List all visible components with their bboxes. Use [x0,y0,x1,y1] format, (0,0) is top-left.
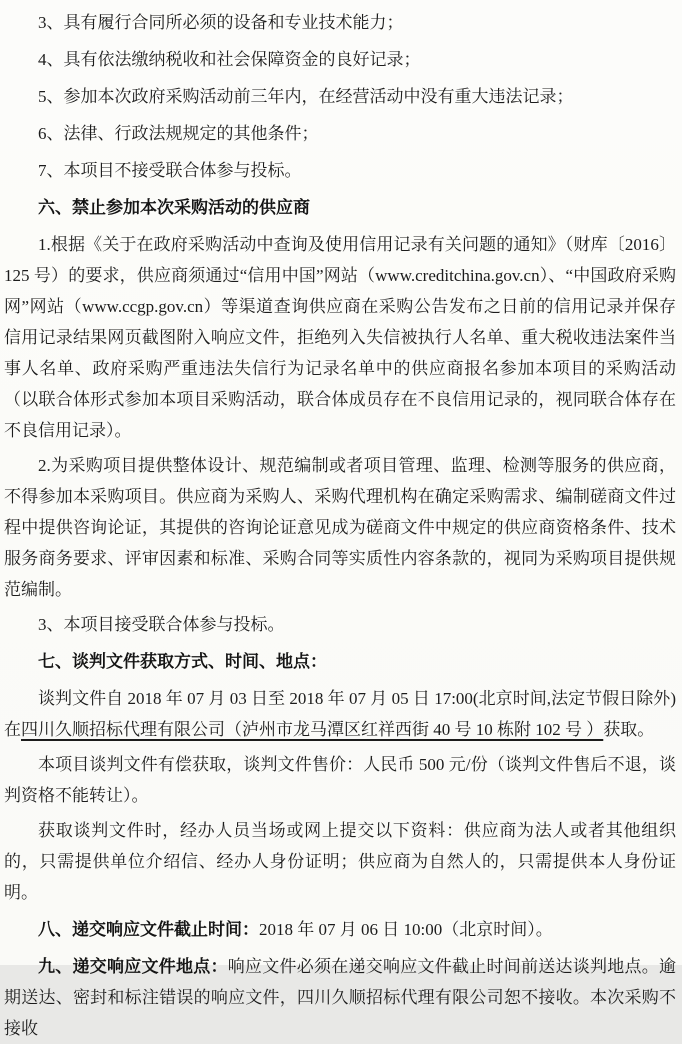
section-six-paragraph-1: 1.根据《关于在政府采购活动中查询及使用信用记录有关问题的通知》（财库〔2016〕125 号）的要求，供应商须通过“信用中国”网站（www.creditchina.gov.cn）、“中国政府采购网”网站（www.ccgp.gov.cn）等渠道查询供应商在采购公告发布之日前的信用记录并保存信用记录结果网页截图附入响应文件，拒绝列入失信被执行人名单、重大税收违法案件当事人名单、政府采购严重违法失信行为记录名单中的供应商报名参加本项目的采购活动（以联合体形式参加本项目采购活动，联合体成员存在不良信用记录的，视同联合体存在不良信用记录）。 [4,235,676,440]
section-seven-obtain-paragraph [4,683,676,745]
section-six-paragraph-3: 3、本项目接受联合体参与投标。 [38,615,285,634]
qualification-item-6: 6、法律、行政法规规定的其他条件； [38,124,319,143]
qualification-item-5: 5、参加本次政府采购活动前三年内，在经营活动中没有重大违法记录； [38,87,574,106]
section-eight-heading: 八、递交响应文件截止时间： [38,920,259,939]
section-eight-line [4,914,676,945]
section-nine-location: 响应文件必须在递交响应文件截止时间前送达谈判地点。逾期送达、密封和标注错误的响应文件，四川久顺招标代理有限公司恕不接收。本次采购不接收 [4,957,676,1038]
section-seven-price-paragraph: 本项目谈判文件有偿获取，谈判文件售价：人民币 500 元/份（谈判文件售后不退，谈判资格不能转让）。 [4,755,676,805]
section-eight-deadline: 2018 年 07 月 06 日 10:00（北京时间）。 [259,920,553,939]
obtain-suffix-text: 获取。 [603,720,655,739]
qualification-item-3: 3、具有履行合同所必须的设备和专业技术能力； [38,13,404,32]
section-nine-heading: 九、递交响应文件地点： [38,957,228,976]
obtain-time-text: 谈判文件自 2018 年 07 月 03 日至 2018 年 07 月 05 日 17:00(北京时间,法定节假日除外)在 [4,689,676,739]
section-six-heading: 六、禁止参加本次采购活动的供应商 [38,198,310,217]
section-seven-materials-paragraph: 获取谈判文件时，经办人员当场或网上提交以下资料：供应商为法人或者其他组织的，只需提供单位介绍信、经办人身份证明；供应商为自然人的，只需提供本人身份证明。 [4,821,676,902]
section-six-paragraph-2: 2.为采购项目提供整体设计、规范编制或者项目管理、监理、检测等服务的供应商，不得参加本采购项目。供应商为采购人、采购代理机构在确定采购需求、编制磋商文件过程中提供咨询论证，其提供的咨询论证意见成为磋商文件中规定的供应商资格条件、技术服务商务要求、评审因素和标准、采购合同等实质性内容条款的，视同为采购项目提供规范编制。 [4,456,676,599]
agency-name-address: 四川久顺招标代理有限公司（泸州市龙马潭区红祥西街 40 号 10 栋附 102 号 ） [21,720,604,739]
qualification-item-4: 4、具有依法缴纳税收和社会保障资金的良好记录； [38,50,421,69]
qualification-item-7: 7、本项目不接受联合体参与投标。 [38,161,302,180]
section-nine-line [4,951,676,1044]
section-seven-heading: 七、谈判文件获取方式、时间、地点： [38,652,327,671]
